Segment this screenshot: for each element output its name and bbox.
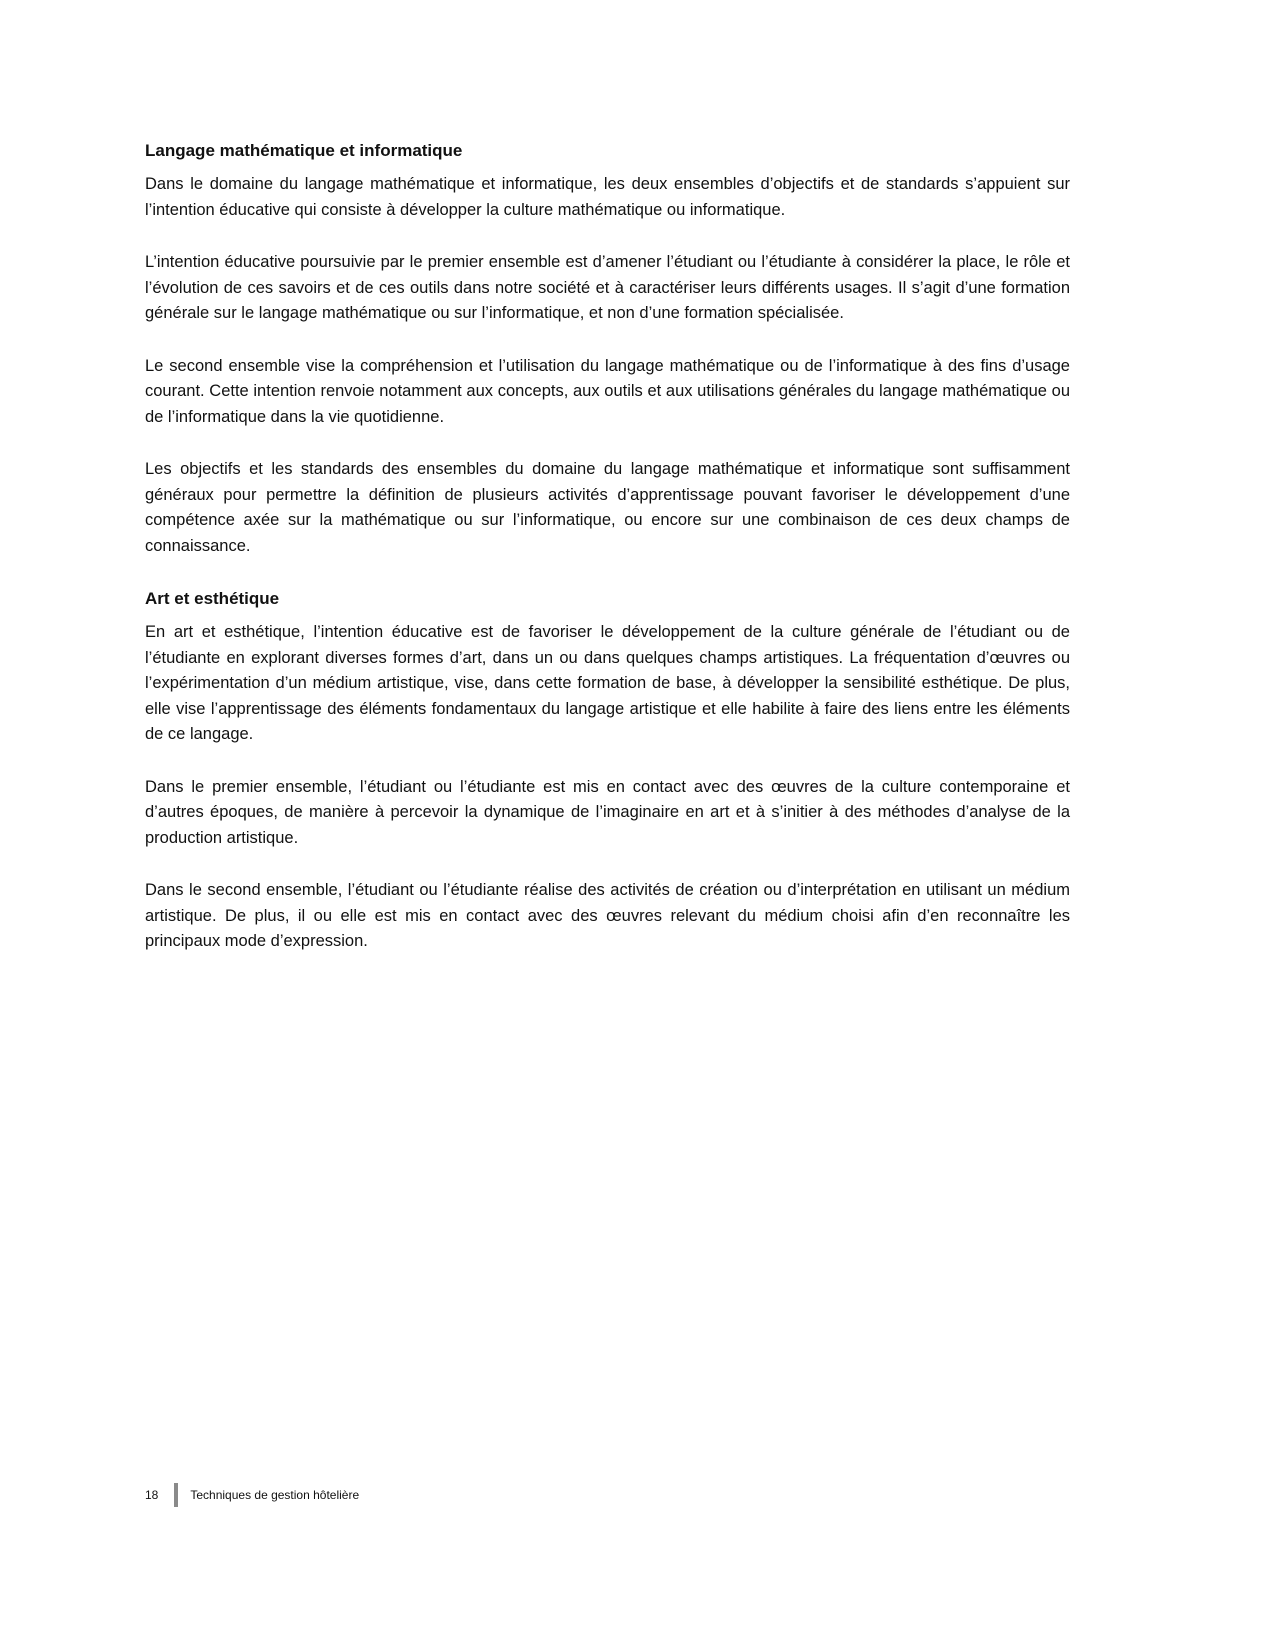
footer-document-title: Techniques de gestion hôtelière bbox=[190, 1488, 360, 1502]
paragraph: Le second ensemble vise la compréhension et l’utilisation du langage mathématique ou de l’informatique à des fins d’usage courant. Cette intention renvoie notamment aux concepts, aux outils et aux utilisations générales du langage mathématique ou de l’informatique dans la vie quotidienne. bbox=[145, 356, 1070, 426]
paragraph: Dans le domaine du langage mathématique et informatique, les deux ensembles d’objectifs et de standards s’appuient sur l’intention éducative qui consiste à développer la culture mathématique ou informatique. bbox=[145, 175, 1070, 219]
section-art-esthetique bbox=[145, 586, 1070, 955]
page-footer bbox=[145, 1483, 359, 1507]
paragraph: En art et esthétique, l’intention éducative est de favoriser le développement de la culture générale de l’étudiant ou de l’étudiante en explorant diverses formes d’art, dans un ou dans quelques champs artistiques. La fréquentation d’œuvres ou l’expérimentation d’un médium artistique, vise, dans cette formation de base, à développer la sensibilité esthétique. De plus, elle vise l’apprentissage des éléments fondamentaux du langage artistique et elle habilite à faire des liens entre les éléments de ce langage. bbox=[145, 623, 1070, 743]
section-langage-mathematique bbox=[145, 138, 1070, 559]
paragraph: Dans le second ensemble, l’étudiant ou l’étudiante réalise des activités de création ou d’interprétation en utilisant un médium artistique. De plus, il ou elle est mis en contact avec des œuvres relevant du médium choisi afin d’en reconnaître les principaux mode d’expression. bbox=[145, 881, 1070, 950]
section-heading: Art et esthétique bbox=[145, 589, 280, 608]
paragraph: Les objectifs et les standards des ensembles du domaine du langage mathématique et informatique sont suffisamment généraux pour permettre la définition de plusieurs activités d’apprentissage pouvant favoriser le développement d’une compétence axée sur la mathématique ou sur l’informatique, ou encore sur une combinaison de ces deux champs de connaissance. bbox=[145, 460, 1070, 555]
paragraph: L’intention éducative poursuivie par le premier ensemble est d’amener l’étudiant ou l’étudiante à considérer la place, le rôle et l’évolution de ces savoirs et de ces outils dans notre société et à caractériser leurs différents usages. Il s’agit d’une formation générale sur le langage mathématique ou sur l’informatique, et non d’une formation spécialisée. bbox=[145, 253, 1070, 322]
page-number: 18 bbox=[145, 1488, 159, 1502]
page-content bbox=[145, 138, 1070, 982]
section-heading: Langage mathématique et informatique bbox=[145, 141, 463, 160]
paragraph: Dans le premier ensemble, l’étudiant ou l’étudiante est mis en contact avec des œuvres de la culture contemporaine et d’autres époques, de manière à percevoir la dynamique de l’imaginaire en art et à s’initier à des méthodes d’analyse de la production artistique. bbox=[145, 777, 1070, 847]
footer-divider bbox=[174, 1483, 178, 1507]
